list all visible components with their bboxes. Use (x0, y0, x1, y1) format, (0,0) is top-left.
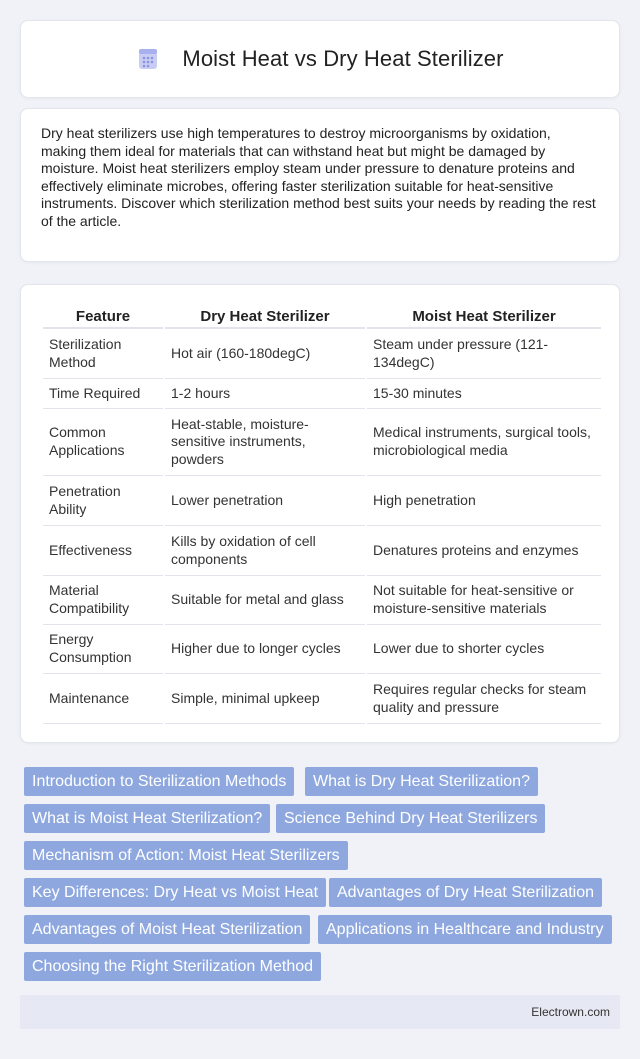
footer (20, 995, 620, 1029)
table-cell-moist: Steam under pressure (121-134degC) (367, 329, 601, 379)
table-cell-feature: Sterilization Method (43, 329, 163, 379)
table-cell-dry: Heat-stable, moisture-sensitive instruments, powders (165, 409, 365, 476)
link-introduction[interactable]: Introduction to Sterilization Methods (24, 767, 294, 796)
link-science-dry-heat[interactable]: Science Behind Dry Heat Sterilizers (276, 804, 545, 833)
table-cell-dry: Kills by oxidation of cell components (165, 526, 365, 576)
header-dry-heat: Dry Heat Sterilizer (165, 305, 365, 329)
link-moist-heat-sterilization[interactable]: What is Moist Heat Sterilization? (24, 804, 270, 833)
table-cell-feature: Penetration Ability (43, 476, 163, 526)
table-row (43, 379, 601, 409)
link-key-differences[interactable]: Key Differences: Dry Heat vs Moist Heat (24, 878, 326, 907)
table-cell-dry: Suitable for metal and glass (165, 576, 365, 625)
intro-paragraph: Dry heat sterilizers use high temperatures to destroy microorganisms by oxidation, making them ideal for materials that can withstand heat but might be damaged by moisture. Moist heat sterilizers employ steam under pressure to denature proteins and effectively eliminate microbes, offering faster sterilization suitable for heat-sensitive instruments. Discover which sterilization method best suits your needs by reading the rest of the article. (41, 125, 596, 229)
comparison-table-card (20, 284, 620, 743)
table-row (43, 526, 601, 576)
table-cell-feature: Effectiveness (43, 526, 163, 576)
table-cell-feature: Energy Consumption (43, 625, 163, 674)
table-cell-moist: Medical instruments, surgical tools, microbiological media (367, 409, 601, 476)
table-cell-moist: 15-30 minutes (367, 379, 601, 409)
table-row (43, 329, 601, 379)
title-card (20, 20, 620, 98)
table-cell-feature: Common Applications (43, 409, 163, 476)
link-choosing-method[interactable]: Choosing the Right Sterilization Method (24, 952, 321, 981)
comparison-table (41, 305, 603, 724)
table-cell-moist: High penetration (367, 476, 601, 526)
link-advantages-dry-heat[interactable]: Advantages of Dry Heat Sterilization (329, 878, 602, 907)
table-cell-moist: Denatures proteins and enzymes (367, 526, 601, 576)
table-cell-feature: Maintenance (43, 674, 163, 724)
document-icon (136, 47, 160, 71)
table-row (43, 476, 601, 526)
table-cell-moist: Lower due to shorter cycles (367, 625, 601, 674)
link-mechanism-moist-heat[interactable]: Mechanism of Action: Moist Heat Sterilizers (24, 841, 348, 870)
intro-card (20, 108, 620, 262)
table-cell-dry: Lower penetration (165, 476, 365, 526)
table-cell-dry: Hot air (160-180degC) (165, 329, 365, 379)
table-cell-moist: Not suitable for heat-sensitive or moisture-sensitive materials (367, 576, 601, 625)
page-title: Moist Heat vs Dry Heat Sterilizer (182, 46, 504, 71)
table-cell-moist: Requires regular checks for steam quality and pressure (367, 674, 601, 724)
header-moist-heat: Moist Heat Sterilizer (367, 305, 601, 329)
table-header-row (43, 305, 601, 329)
link-advantages-moist-heat[interactable]: Advantages of Moist Heat Sterilization (24, 915, 310, 944)
table-row (43, 674, 601, 724)
footer-site-name: Electrown.com (531, 1005, 610, 1019)
table-row (43, 576, 601, 625)
table-cell-dry: Higher due to longer cycles (165, 625, 365, 674)
table-cell-dry: 1-2 hours (165, 379, 365, 409)
header-feature: Feature (43, 305, 163, 329)
table-cell-dry: Simple, minimal upkeep (165, 674, 365, 724)
table-row (43, 409, 601, 476)
table-cell-feature: Material Compatibility (43, 576, 163, 625)
table-cell-feature: Time Required (43, 379, 163, 409)
link-dry-heat-sterilization[interactable]: What is Dry Heat Sterilization? (305, 767, 538, 796)
link-applications[interactable]: Applications in Healthcare and Industry (318, 915, 612, 944)
table-row (43, 625, 601, 674)
